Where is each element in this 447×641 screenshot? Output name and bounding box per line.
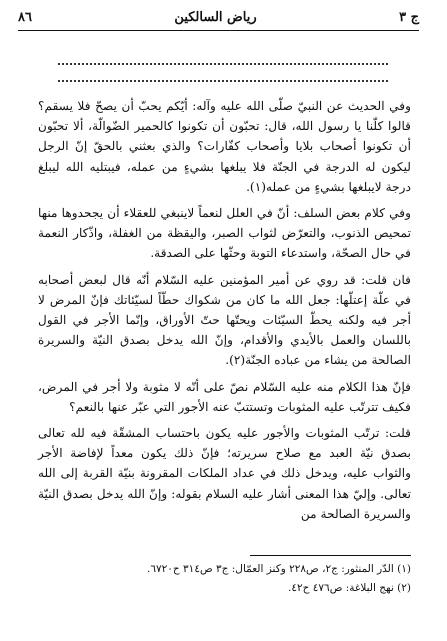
header-rule: [18, 30, 419, 31]
dotted-line: [58, 63, 388, 65]
main-text: [38, 96, 411, 530]
book-title: رياض السالكين: [174, 9, 257, 25]
footnote: (٢) نهج البلاغة: ص٤٧٦ ح٤٢.: [288, 582, 411, 594]
page-header: [18, 6, 419, 28]
footnote-rule: [250, 555, 411, 556]
paragraph: قلت: ترتّب المثوبات والأجور عليه يكون باحتساب المشقّة فيه لله تعالى بصدق نيّة العبد مع صلاح سريرته؛ فإنّ ذلك يكون معداً لإفاضة الأجر والثواب عليه، ويدخل ذلك في عداد الملكات المقرونة بنيّة القربة إلى الله تعالى. وإليّ هذا المعنى أشار عليه السلام بقوله: وإنّ الله يدخل بصدق النيّة والسريرة الصالحة من: [38, 426, 411, 521]
footnote: (١) الدّر المنثور: ج٢، ص٢٢٨ وكنز العمّال: ج٣ ص٣١٤ ح٦٧٢٠.: [147, 563, 411, 575]
dotted-line: [58, 80, 388, 82]
paragraph: فان قلت: قد روي عن أمير المؤمنين عليه السّلام أنّه قال لبعض أصحابه في علّة إعتلّها: جعل الله ما كان من شكواك حطّاً لسيّئاتك فإنّ المرض لا أجر فيه ولكنه يحطّ السيّئات ويحتّها حتّ الأوراق، وإنّما الأجر في القول باللسان والعمل بالأيدي والأقدام، وإنّ الله يدخل بصدق النيّة والسريرة الصالحة من يشاء من عباده الجنّة(٢).: [38, 272, 411, 368]
paragraph: وفي الحديث عن النبيّ صلّى الله عليه وآله: أيّكم يحبّ أن يصحّ فلا يسقم؟ قالوا كلّنا يا رسول الله، قال: تحبّون أن تكونوا كالحمير الضّوالّة، ألا تحبّون أن تكونوا أصحاب بلايا وأصحاب كفّارات؟ والذي بعثني بالحقّ إنّ الرجل ليكون له الدرجة في الجنّة فلا يبلغها بشيءٍ من عمله، فيبتليه الله ليبلغ درجة لايبلغها بشيءٍ من عمله(١).: [38, 99, 411, 194]
paragraph: وفي كلام بعض السلف: أنّ في العلل لنعماً لاينبغي للعقلاء أن يجحدوها منها تمحيص الذنوب، والتعرّض لثواب الصبر، واليقظة من الغفلة، واذّكار النعمة في حال الصحّة، واستدعاء التوبة وحثّها على الصدقة.: [38, 206, 411, 261]
volume-label: ج ٣: [399, 9, 419, 25]
page-number: ٨٦: [18, 9, 32, 25]
footnotes: [38, 560, 411, 598]
paragraph: فإنّ هذا الكلام منه عليه السّلام نصّ على أنّه لا مثوبة ولا أجر في المرض، فكيف تترتّب عليه المثوبات وتستتبّ عنه الأجور التي عبّر عنها بالنعم؟: [38, 379, 411, 414]
